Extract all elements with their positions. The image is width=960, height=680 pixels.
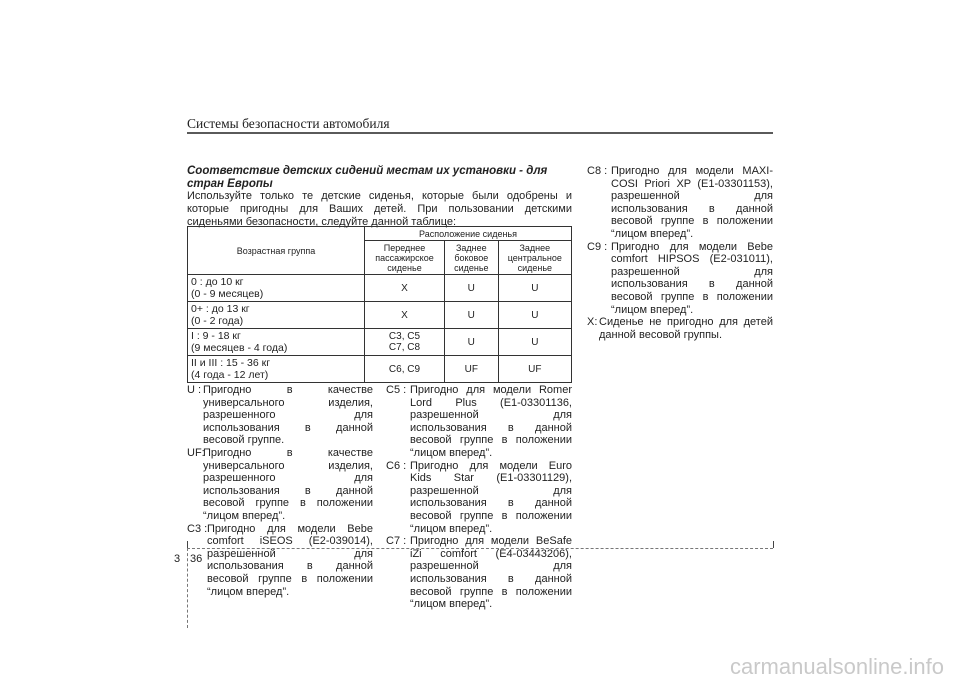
position-header: Расположение сиденья <box>365 227 572 241</box>
note-item: C5 : Пригодно для модели Romer Lord Plus (E1-03301136, разрешенной для использования в данной весовой группе в положении “лицом вперед”. <box>386 384 572 459</box>
note-item: C6 : Пригодно для модели Euro Kids Star (E1-03301129), разрешенной для использования в данной весовой группе в положении “лицом вперед”. <box>386 459 572 535</box>
page-number: 36 <box>190 553 203 565</box>
table-row <box>188 275 572 302</box>
table-row <box>188 329 572 356</box>
crop-mark <box>773 541 774 548</box>
row-group: 0+ : до 13 кг (0 - 2 года) <box>188 302 365 329</box>
note-item: C7 : Пригодно для модели BeSafe iZi comfort (E4-03443206), разрешенной для использования в данной весовой группе в положении “лицом вперед”. <box>386 535 572 611</box>
footer-rule <box>187 548 773 549</box>
notes-column-1 <box>187 384 373 598</box>
notes-column-2 <box>386 384 572 611</box>
section-title: Системы безопасности автомобиля <box>187 116 390 131</box>
row-group: 0 : до 10 кг (0 - 9 месяцев) <box>188 275 365 302</box>
cell-rear-side: U <box>444 329 498 356</box>
note-item: C8 : Пригодно для модели MAXI-COSI Priori XP (E1-03301153), разрешенной для использования в данной весовой группе в положении “лицом вперед”. <box>587 165 773 240</box>
title-rule <box>187 132 773 134</box>
footer-vertical-rule <box>187 548 188 628</box>
column-header-rear-side: Заднее боковое сиденье <box>444 241 498 275</box>
cell-rear-center: U <box>498 275 571 302</box>
row-group: II и III : 15 - 36 кг (4 года - 12 лет) <box>188 356 365 383</box>
cell-front: C6, C9 <box>365 356 445 383</box>
cell-front: C3, C5 C7, C8 <box>365 329 445 356</box>
table-row <box>188 302 572 329</box>
heading: Соответствие детских сидений местам их установки - для стран Европы <box>187 165 548 190</box>
cell-rear-side: U <box>444 275 498 302</box>
age-group-header: Возрастная группа <box>188 227 365 275</box>
table-row <box>188 356 572 383</box>
note-item: X: Сиденье не пригодно для детей данной весовой группы. <box>587 316 773 341</box>
crop-mark <box>187 541 188 548</box>
row-group: I : 9 - 18 кг (9 месяцев - 4 года) <box>188 329 365 356</box>
cell-rear-center: U <box>498 302 571 329</box>
note-item: UF: Пригодно в качестве универсального изделия, разрешенного для использования в данной весовой группе в положении “лицом вперед”. <box>187 446 373 522</box>
cell-front: X <box>365 302 445 329</box>
cell-rear-side: UF <box>444 356 498 383</box>
cell-rear-center: UF <box>498 356 571 383</box>
watermark: carmanualsonline.info <box>729 654 944 679</box>
note-item: C3 : Пригодно для модели Bebe comfort iSEOS (E2-039014), разрешенной для использования в данной весовой группе в положении “лицом вперед”. <box>187 522 373 598</box>
note-item: C9 : Пригодно для модели Bebe comfort HIPSOS (E2-031011), разрешенной для использования в данной весовой группе в положении “лицом вперед”. <box>587 240 773 316</box>
cell-rear-center: U <box>498 329 571 356</box>
column-header-front: Переднее пассажирское сиденье <box>365 241 445 275</box>
cell-front: X <box>365 275 445 302</box>
chapter-number: 3 <box>174 553 181 565</box>
note-item: U : Пригодно в качестве универсального изделия, разрешенного для использования в данной весовой группе. <box>187 384 373 447</box>
column-header-rear-center: Заднее центральное сиденье <box>498 241 571 275</box>
cell-rear-side: U <box>444 302 498 329</box>
intro-paragraph: Используйте только те детские сиденья, которые были одобрены и которые пригодны для Ваших детей. При пользовании детскими сиденьями безопасности, следуйте данной таблице: <box>187 190 572 228</box>
compatibility-table <box>187 226 572 383</box>
notes-column-3 <box>587 165 773 341</box>
